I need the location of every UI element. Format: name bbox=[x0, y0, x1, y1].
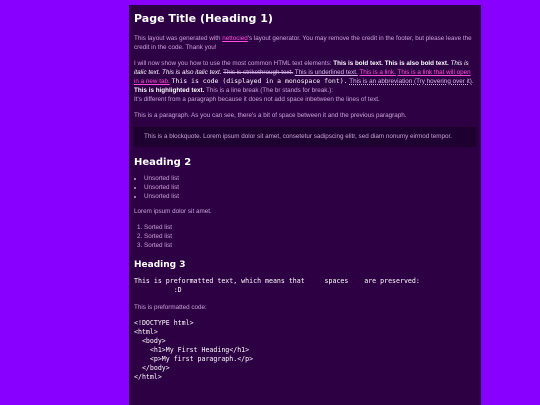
list-item: • Unsorted list bbox=[144, 183, 476, 192]
formatting-paragraph bbox=[134, 59, 476, 104]
strikethrough-text: This is strikethrough text. bbox=[223, 69, 294, 76]
unsorted-list bbox=[134, 174, 476, 201]
heading-3: Heading 3 bbox=[134, 260, 186, 270]
sorted-list bbox=[134, 223, 476, 250]
heading-2: Heading 2 bbox=[134, 157, 192, 168]
formatting-lead: I will now show you how to use the most common HTML text elements: bbox=[134, 60, 334, 67]
page-title: Page Title (Heading 1) bbox=[134, 12, 273, 25]
line-break-text: This is a line break (The br stands for break.): bbox=[205, 87, 334, 94]
italic-text: This is italic text. bbox=[134, 60, 469, 76]
credit-text-1: This layout was generated with bbox=[134, 35, 223, 42]
blockquote: This is a blockquote. Lorem ipsum dolor sit amet, consetetur sadipscing elitr, sed diam nonumy eirmod tempor. bbox=[134, 127, 476, 147]
list-item: 1. Sorted list bbox=[144, 223, 476, 232]
lorem-paragraph: Lorem ipsum dolor sit amet. bbox=[134, 208, 212, 215]
also-bold-text: This is also bold text. bbox=[384, 60, 449, 67]
code-block: <!DOCTYPE html> <html> <body> <h1>My First Heading</h1> <p>My first paragraph.</p> </body> </html> bbox=[134, 319, 254, 381]
list-item: • Unsorted list bbox=[144, 174, 476, 183]
underlined-text: This is underlined text. bbox=[294, 69, 358, 76]
credit-link[interactable]: nettocied bbox=[222, 35, 248, 42]
content-area bbox=[129, 5, 481, 405]
list-item: 3. Sorted list bbox=[144, 241, 476, 250]
second-paragraph: This is a paragraph. As you can see, there's a bit of space between it and the previous paragraph. bbox=[134, 112, 407, 119]
inline-code: This is code (displayed in a monospace font). bbox=[171, 77, 348, 85]
list-item: • Unsorted list bbox=[144, 192, 476, 201]
credit-text-2: 's layout generator. You may remove the credit in the footer, but please leave the credit in the code. Thank you! bbox=[134, 35, 472, 51]
preformatted-text: This is preformatted text, which means that spaces are preserved: :D bbox=[134, 277, 420, 294]
new-tab-link[interactable]: This is a link that will open in a new tab. bbox=[134, 69, 471, 85]
highlighted-text: This is highlighted text. bbox=[134, 87, 205, 94]
bold-text: This is bold text. bbox=[333, 60, 383, 67]
abbreviation: This is an abbreviation (Try hovering over it). bbox=[349, 78, 474, 85]
list-item: 2. Sorted list bbox=[144, 232, 476, 241]
after-break-text: It's different from a paragraph because it does not add space inbetween the lines of text. bbox=[134, 96, 380, 103]
also-italic-text: This is also italic text. bbox=[162, 69, 222, 76]
example-link[interactable]: This is a link. bbox=[359, 69, 396, 76]
credit-paragraph bbox=[134, 34, 476, 52]
code-label: This is preformatted code: bbox=[134, 304, 207, 311]
